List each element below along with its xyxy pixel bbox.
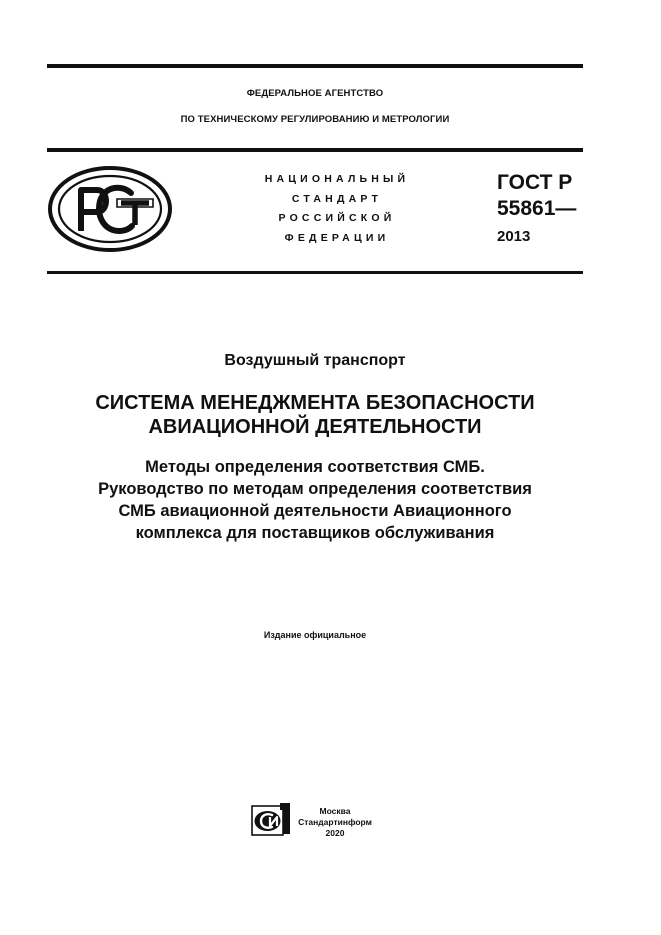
main-title: [47, 391, 583, 439]
standard-type-line-2: СТАНДАРТ: [291, 192, 383, 205]
sub-title-line-4: комплекса для поставщиков обслуживания: [135, 524, 495, 542]
bottom-rule: [47, 271, 583, 274]
sub-title-line-2: Руководство по методам определения соответствия: [98, 480, 532, 498]
standard-type-line-1: НАЦИОНАЛЬНЫЙ: [264, 173, 410, 185]
standard-designation: [497, 170, 576, 248]
sub-title-line-3: СМБ авиационной деятельности Авиационного: [118, 502, 512, 520]
standard-type-block: [240, 170, 434, 248]
agency-name-line-1: ФЕДЕРАЛЬНОЕ АГЕНТСТВО: [246, 88, 384, 99]
middle-rule: [47, 148, 583, 152]
standard-type-line-3: РОССИЙСКОЙ: [278, 212, 396, 224]
publisher-name: Стандартинформ: [298, 817, 372, 827]
publisher-city: Москва: [319, 806, 351, 816]
main-title-line-2: АВИАЦИОННОЙ ДЕЯТЕЛЬНОСТИ: [148, 416, 482, 438]
sub-title: [47, 456, 583, 544]
agency-name-line-2: ПО ТЕХНИЧЕСКОМУ РЕГУЛИРОВАНИЮ И МЕТРОЛОГИИ: [180, 114, 450, 125]
publisher-year: 2020: [325, 828, 345, 838]
standartinform-logo-icon: [250, 803, 290, 837]
designation-line-2: 55861—: [497, 197, 577, 220]
designation-line-1: ГОСТ Р: [497, 171, 573, 194]
publisher-block: [294, 806, 376, 839]
document-subject: Воздушный транспорт: [224, 352, 406, 369]
rst-conformity-mark-icon: [47, 165, 173, 253]
edition-note: Издание официальное: [263, 630, 367, 640]
main-title-line-1: СИСТЕМА МЕНЕДЖМЕНТА БЕЗОПАСНОСТИ: [95, 392, 535, 414]
sub-title-line-1: Методы определения соответствия СМБ.: [145, 458, 485, 476]
top-rule: [47, 64, 583, 68]
designation-year: 2013: [497, 228, 531, 245]
standard-type-line-4: ФЕДЕРАЦИИ: [284, 231, 390, 244]
